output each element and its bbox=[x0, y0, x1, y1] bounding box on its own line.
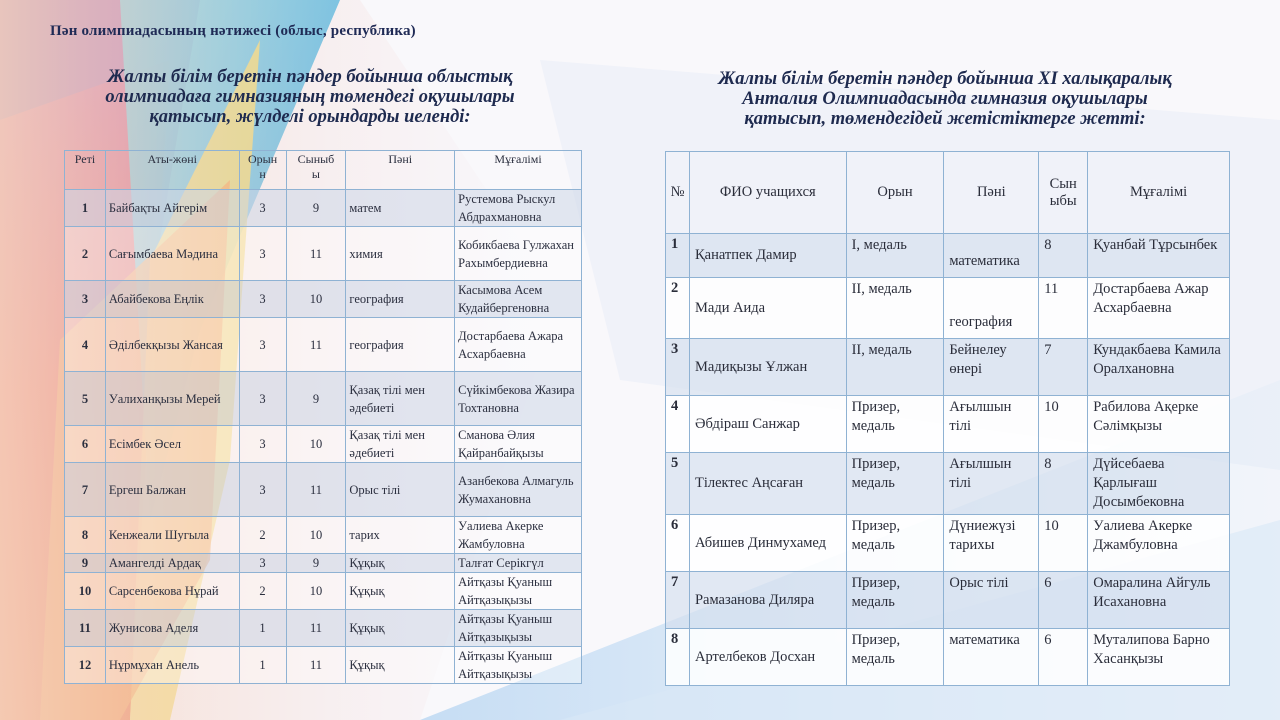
student-name: Артелбеков Досхан bbox=[689, 629, 846, 686]
table-row bbox=[666, 572, 1230, 629]
left-heading bbox=[60, 67, 560, 127]
table-row bbox=[666, 396, 1230, 453]
grade-cell: 10 bbox=[286, 517, 346, 554]
row-number: 12 bbox=[65, 647, 106, 684]
row-number: 5 bbox=[65, 372, 106, 426]
col-header-grade-part-1: Сын bbox=[1049, 175, 1077, 192]
teacher-cell: Кундакбаева Камила Оралхановна bbox=[1088, 339, 1230, 396]
regional-olympiad-table bbox=[64, 150, 582, 684]
student-name: Сарсенбекова Нұрай bbox=[105, 573, 239, 610]
subject-cell: математика bbox=[944, 629, 1039, 686]
place-cell: 3 bbox=[239, 227, 286, 281]
grade-cell: 6 bbox=[1039, 572, 1088, 629]
subject-cell: химия bbox=[346, 227, 455, 281]
subject-cell: Қазақ тілі мен әдебиеті bbox=[346, 426, 455, 463]
row-number: 4 bbox=[65, 318, 106, 372]
table-row bbox=[65, 610, 582, 647]
table-row bbox=[65, 318, 582, 372]
table-row bbox=[65, 426, 582, 463]
subject-cell: Орыс тілі bbox=[944, 572, 1039, 629]
left-heading-line-3: қатысып, жүлделі орындарды иеленді: bbox=[149, 107, 471, 127]
row-number: 1 bbox=[65, 190, 106, 227]
table-row bbox=[65, 517, 582, 554]
table-row bbox=[65, 554, 582, 573]
grade-cell: 8 bbox=[1039, 234, 1088, 278]
student-name: Кенжеали Шугыла bbox=[105, 517, 239, 554]
col-header-grade bbox=[1039, 152, 1088, 234]
row-number: 7 bbox=[666, 572, 690, 629]
row-number: 8 bbox=[666, 629, 690, 686]
student-name: Есімбек Әсел bbox=[105, 426, 239, 463]
teacher-cell: Талғат Серікгүл bbox=[455, 554, 582, 573]
table-row bbox=[65, 227, 582, 281]
grade-cell: 9 bbox=[286, 190, 346, 227]
place-cell: Призер, медаль bbox=[846, 515, 944, 572]
subject-cell: Қазақ тілі мен әдебиеті bbox=[346, 372, 455, 426]
student-name: Байбақты Айгерім bbox=[105, 190, 239, 227]
subject-cell: Ағылшын тілі bbox=[944, 396, 1039, 453]
grade-cell: 7 bbox=[1039, 339, 1088, 396]
teacher-cell: Уалиева Акерке Жамбуловна bbox=[455, 517, 582, 554]
table-row bbox=[666, 234, 1230, 278]
right-heading-line-2: Анталия Олимпиадасында гимназия оқушылары bbox=[742, 89, 1148, 109]
teacher-cell: Кобикбаева Гулжахан Рахымбердиевна bbox=[455, 227, 582, 281]
col-header-subject: Пәні bbox=[346, 151, 455, 190]
subject-cell: Құқық bbox=[346, 573, 455, 610]
student-name: Уалиханқызы Мерей bbox=[105, 372, 239, 426]
row-number: 9 bbox=[65, 554, 106, 573]
row-number: 4 bbox=[666, 396, 690, 453]
subject-cell: математика bbox=[944, 234, 1039, 278]
subject-cell: матем bbox=[346, 190, 455, 227]
teacher-cell: Айтқазы Қуаныш Айтқазықызы bbox=[455, 610, 582, 647]
table-row bbox=[666, 278, 1230, 339]
row-number: 6 bbox=[65, 426, 106, 463]
subject-cell: география bbox=[944, 278, 1039, 339]
grade-cell: 10 bbox=[1039, 396, 1088, 453]
teacher-cell: Уалиева Акерке Джамбуловна bbox=[1088, 515, 1230, 572]
grade-cell: 11 bbox=[286, 227, 346, 281]
student-name: Әділбекқызы Жансая bbox=[105, 318, 239, 372]
col-header-name: Аты-жөні bbox=[105, 151, 239, 190]
grade-cell: 11 bbox=[286, 610, 346, 647]
grade-cell: 11 bbox=[286, 318, 346, 372]
grade-cell: 8 bbox=[1039, 453, 1088, 515]
table-row bbox=[666, 339, 1230, 396]
table-row bbox=[65, 647, 582, 684]
col-header-place bbox=[239, 151, 286, 190]
student-name: Мадиқызы Ұлжан bbox=[689, 339, 846, 396]
subject-cell: Құқық bbox=[346, 554, 455, 573]
student-name: Ергеш Балжан bbox=[105, 463, 239, 517]
teacher-cell: Айтқазы Қуаныш Айтқазықызы bbox=[455, 647, 582, 684]
grade-cell: 10 bbox=[286, 573, 346, 610]
student-name: Әбдіраш Санжар bbox=[689, 396, 846, 453]
teacher-cell: Муталипова Барно Хасанқызы bbox=[1088, 629, 1230, 686]
table-header-row bbox=[666, 152, 1230, 234]
teacher-cell: Достарбаева Ажара Асхарбаевна bbox=[455, 318, 582, 372]
subject-cell: Ағылшын тілі bbox=[944, 453, 1039, 515]
place-cell: II, медаль bbox=[846, 339, 944, 396]
student-name: Рамазанова Диляра bbox=[689, 572, 846, 629]
place-cell: 2 bbox=[239, 573, 286, 610]
place-cell: 3 bbox=[239, 190, 286, 227]
left-heading-line-1: Жалпы білім беретін пәндер бойынша облыстық bbox=[107, 67, 513, 87]
place-cell: 1 bbox=[239, 647, 286, 684]
row-number: 11 bbox=[65, 610, 106, 647]
place-cell: Призер, медаль bbox=[846, 629, 944, 686]
col-header-num: № bbox=[666, 152, 690, 234]
table-row bbox=[65, 281, 582, 318]
right-heading-line-3: қатысып, төмендегідей жетістіктерге жетті: bbox=[744, 109, 1146, 129]
table-row bbox=[65, 372, 582, 426]
row-number: 10 bbox=[65, 573, 106, 610]
col-header-subject: Пәні bbox=[944, 152, 1039, 234]
place-cell: 3 bbox=[239, 372, 286, 426]
table-row bbox=[666, 629, 1230, 686]
teacher-cell: Рабилова Ақерке Сәлімқызы bbox=[1088, 396, 1230, 453]
grade-cell: 6 bbox=[1039, 629, 1088, 686]
table-row bbox=[65, 190, 582, 227]
col-header-grade-part-2: ы bbox=[311, 167, 320, 181]
row-number: 3 bbox=[666, 339, 690, 396]
col-header-grade-part-1: Сыныб bbox=[297, 152, 335, 166]
grade-cell: 11 bbox=[286, 463, 346, 517]
col-header-place-part-2: н bbox=[259, 167, 266, 181]
col-header-place: Орын bbox=[846, 152, 944, 234]
grade-cell: 9 bbox=[286, 372, 346, 426]
place-cell: 3 bbox=[239, 318, 286, 372]
grade-cell: 10 bbox=[286, 426, 346, 463]
table-row bbox=[65, 573, 582, 610]
student-name: Қанатпек Дамир bbox=[689, 234, 846, 278]
teacher-cell: Омаралина Айгуль Исахановна bbox=[1088, 572, 1230, 629]
student-name: Нұрмұхан Анель bbox=[105, 647, 239, 684]
row-number: 3 bbox=[65, 281, 106, 318]
place-cell: 3 bbox=[239, 281, 286, 318]
subject-cell: Орыс тілі bbox=[346, 463, 455, 517]
place-cell: I, медаль bbox=[846, 234, 944, 278]
student-name: Сағымбаева Мәдина bbox=[105, 227, 239, 281]
place-cell: 3 bbox=[239, 463, 286, 517]
teacher-cell: Дүйсебаева Қарлығаш Досымбековна bbox=[1088, 453, 1230, 515]
antalya-olympiad-table bbox=[665, 151, 1230, 686]
subject-cell: Бейнелеу өнері bbox=[944, 339, 1039, 396]
table-row bbox=[65, 463, 582, 517]
row-number: 1 bbox=[666, 234, 690, 278]
row-number: 5 bbox=[666, 453, 690, 515]
teacher-cell: Сүйкімбекова Жазира Тохтановна bbox=[455, 372, 582, 426]
teacher-cell: Қуанбай Тұрсынбек bbox=[1088, 234, 1230, 278]
table-row bbox=[666, 453, 1230, 515]
row-number: 2 bbox=[666, 278, 690, 339]
student-name: Абайбекова Еңлік bbox=[105, 281, 239, 318]
grade-cell: 10 bbox=[1039, 515, 1088, 572]
teacher-cell: Сманова Әлия Қайранбайқызы bbox=[455, 426, 582, 463]
col-header-num: Реті bbox=[65, 151, 106, 190]
teacher-cell: Достарбаева Ажар Асхарбаевна bbox=[1088, 278, 1230, 339]
col-header-grade bbox=[286, 151, 346, 190]
col-header-teacher: Мұғалімі bbox=[455, 151, 582, 190]
col-header-grade-part-2: ыбы bbox=[1049, 192, 1077, 209]
place-cell: 3 bbox=[239, 426, 286, 463]
left-heading-line-2: олимпиадаға гимназияның төмендегі оқушылары bbox=[105, 87, 515, 107]
col-header-name: ФИО учащихся bbox=[689, 152, 846, 234]
grade-cell: 10 bbox=[286, 281, 346, 318]
place-cell: 2 bbox=[239, 517, 286, 554]
teacher-cell: Айтқазы Қуаныш Айтқазықызы bbox=[455, 573, 582, 610]
place-cell: Призер, медаль bbox=[846, 572, 944, 629]
place-cell: Призер, медаль bbox=[846, 396, 944, 453]
student-name: Абишев Динмухамед bbox=[689, 515, 846, 572]
place-cell: Призер, медаль bbox=[846, 453, 944, 515]
subject-cell: тарих bbox=[346, 517, 455, 554]
table-header-row bbox=[65, 151, 582, 190]
student-name: Амангелді Ардақ bbox=[105, 554, 239, 573]
place-cell: II, медаль bbox=[846, 278, 944, 339]
student-name: Тілектес Аңсаған bbox=[689, 453, 846, 515]
teacher-cell: Азанбекова Алмагуль Жумахановна bbox=[455, 463, 582, 517]
right-heading-line-1: Жалпы білім беретін пәндер бойынша XI халықаралық bbox=[718, 69, 1172, 89]
grade-cell: 9 bbox=[286, 554, 346, 573]
row-number: 6 bbox=[666, 515, 690, 572]
student-name: Жунисова Аделя bbox=[105, 610, 239, 647]
teacher-cell: Рустемова Рыскул Абдрахмановна bbox=[455, 190, 582, 227]
table-row bbox=[666, 515, 1230, 572]
right-heading bbox=[660, 69, 1230, 129]
subject-cell: Құқық bbox=[346, 610, 455, 647]
place-cell: 1 bbox=[239, 610, 286, 647]
grade-cell: 11 bbox=[286, 647, 346, 684]
subject-cell: география bbox=[346, 281, 455, 318]
col-header-place-part-1: Орын bbox=[247, 152, 278, 166]
student-name: Мади Аида bbox=[689, 278, 846, 339]
row-number: 2 bbox=[65, 227, 106, 281]
col-header-teacher: Мұғалімі bbox=[1088, 152, 1230, 234]
page-title: Пән олимпиадасының нәтижесі (облыс, республика) bbox=[50, 23, 416, 39]
subject-cell: география bbox=[346, 318, 455, 372]
teacher-cell: Касымова Асем Кудайбергеновна bbox=[455, 281, 582, 318]
row-number: 7 bbox=[65, 463, 106, 517]
subject-cell: Құқық bbox=[346, 647, 455, 684]
grade-cell: 11 bbox=[1039, 278, 1088, 339]
row-number: 8 bbox=[65, 517, 106, 554]
subject-cell: Дүниежүзі тарихы bbox=[944, 515, 1039, 572]
place-cell: 3 bbox=[239, 554, 286, 573]
